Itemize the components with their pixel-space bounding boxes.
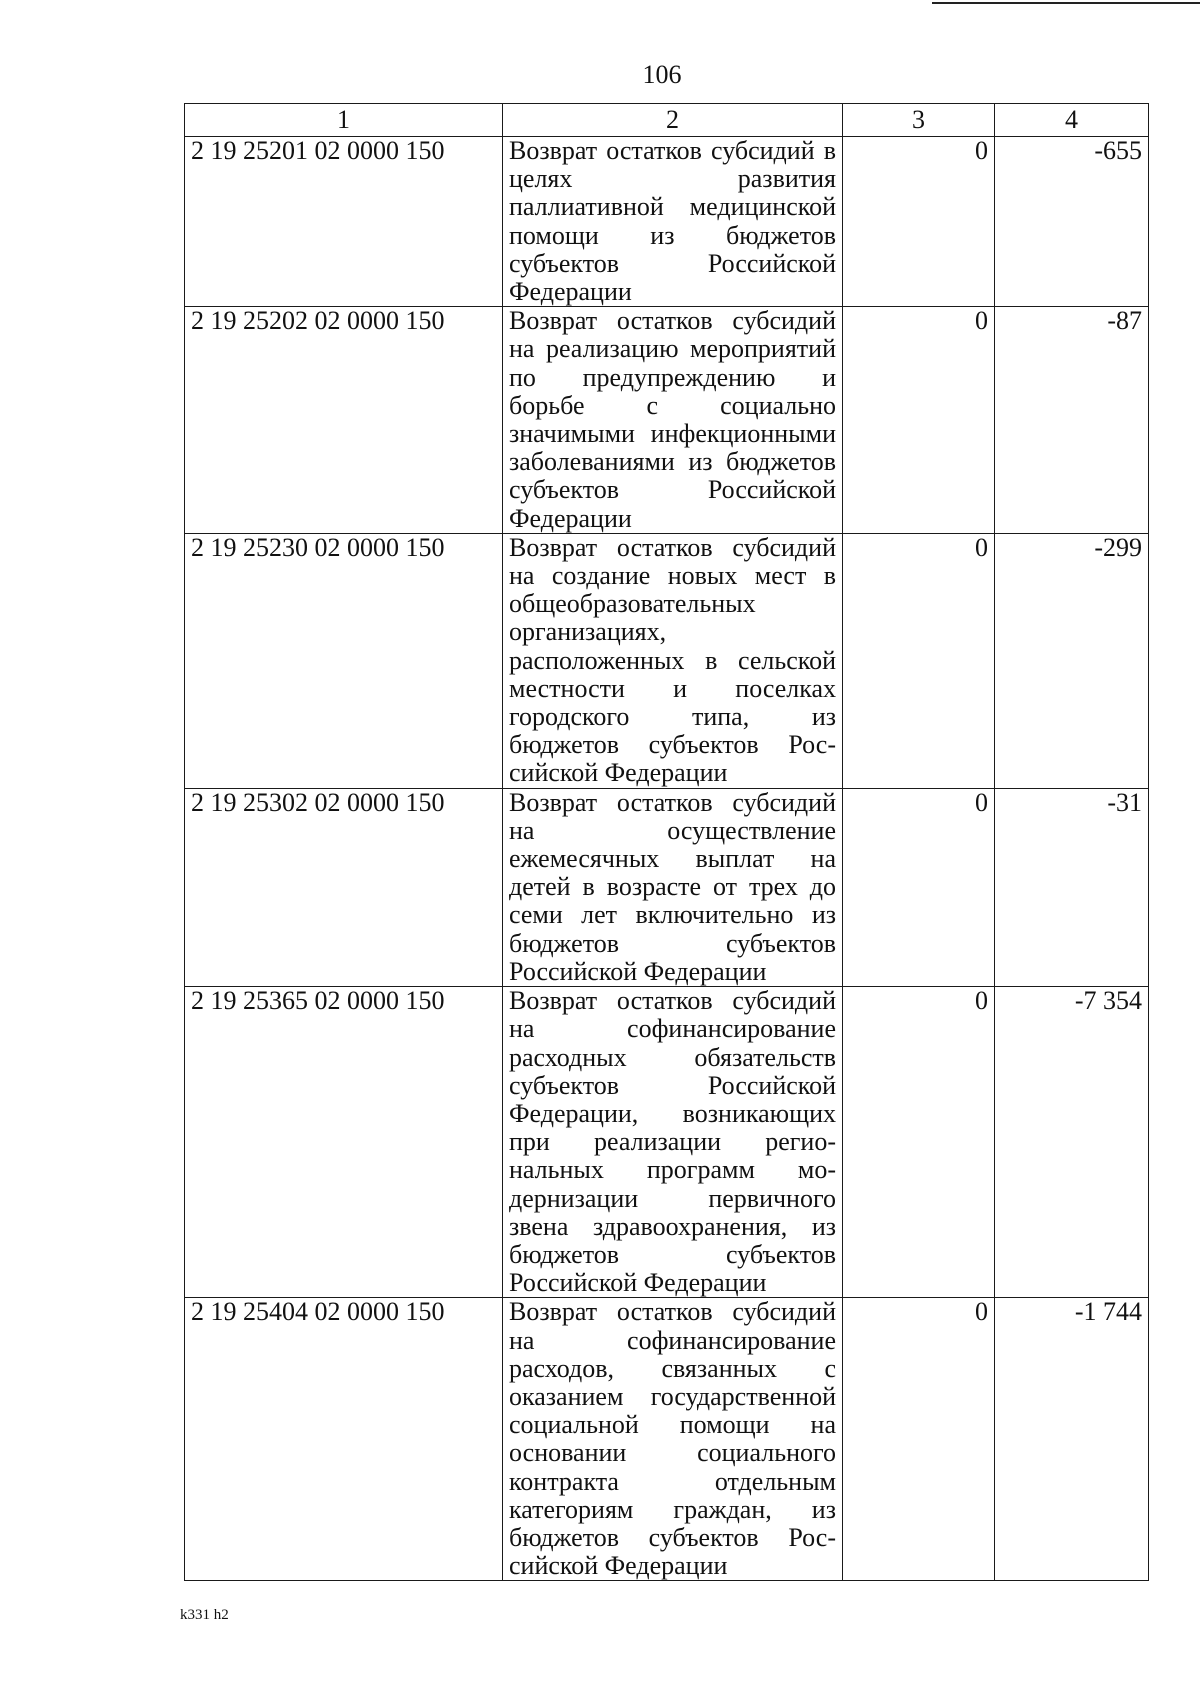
budget-table — [184, 103, 1149, 1581]
table-row — [185, 533, 1149, 788]
row-description: Возврат остатков субсидий в целях развития паллиативной медицинской помощи из бюджетов субъектов Российской Федерации — [503, 137, 843, 307]
header-col-4: 4 — [995, 104, 1149, 137]
budget-code: 2 19 25230 02 0000 150 — [185, 533, 503, 788]
row-description: Возврат остатков субсидий на осуществление ежемесячных выплат на детей в возрасте от трех до семи лет включительно из бюджетов субъектов Российской Федерации — [503, 788, 843, 986]
budget-code: 2 19 25302 02 0000 150 — [185, 788, 503, 986]
table-row — [185, 987, 1149, 1298]
page-number: 106 — [642, 60, 682, 89]
table-row — [185, 307, 1149, 534]
col4-value: -87 — [995, 307, 1149, 534]
col4-value: -7 354 — [995, 987, 1149, 1298]
col4-value: -299 — [995, 533, 1149, 788]
col3-value: 0 — [843, 137, 995, 307]
row-description: Возврат остатков субсидий на реализацию мероприятий по предупреждению и борьбе с социально значимыми инфекционными заболеваниями из бюджетов субъектов Российской Федерации — [503, 307, 843, 534]
header-col-3: 3 — [843, 104, 995, 137]
col4-value: -31 — [995, 788, 1149, 986]
table-row — [185, 137, 1149, 307]
budget-code: 2 19 25201 02 0000 150 — [185, 137, 503, 307]
col4-value: -655 — [995, 137, 1149, 307]
table-row — [185, 788, 1149, 986]
table-header-row — [185, 104, 1149, 137]
budget-code: 2 19 25365 02 0000 150 — [185, 987, 503, 1298]
footer-document-code: k331 h2 — [180, 1607, 229, 1623]
table-row — [185, 1298, 1149, 1581]
header-col-1: 1 — [185, 104, 503, 137]
col3-value: 0 — [843, 987, 995, 1298]
budget-code: 2 19 25202 02 0000 150 — [185, 307, 503, 534]
col3-value: 0 — [843, 533, 995, 788]
row-description: Возврат остатков субсидий на софинансирование расходных обязательств субъектов Российской Федерации, возникающих при реализации региональных программ модернизации первичного звена здравоохранения, из бюджетов субъектов Российской Федерации — [503, 987, 843, 1298]
budget-code: 2 19 25404 02 0000 150 — [185, 1298, 503, 1581]
col4-value: -1 744 — [995, 1298, 1149, 1581]
col3-value: 0 — [843, 788, 995, 986]
row-description: Возврат остатков субсидий на софинансирование расходов, связанных с оказанием государственной социальной помощи на основании социального контракта отдельным категориям граждан, из бюджетов субъектов Российской Федерации — [503, 1298, 843, 1581]
scan-edge-line — [932, 2, 1200, 4]
row-description: Возврат остатков субсидий на создание новых мест в общеобразовательных организациях, расположенных в сельской местности и поселках городского типа, из бюджетов субъектов Российской Федерации — [503, 533, 843, 788]
col3-value: 0 — [843, 307, 995, 534]
col3-value: 0 — [843, 1298, 995, 1581]
header-col-2: 2 — [503, 104, 843, 137]
